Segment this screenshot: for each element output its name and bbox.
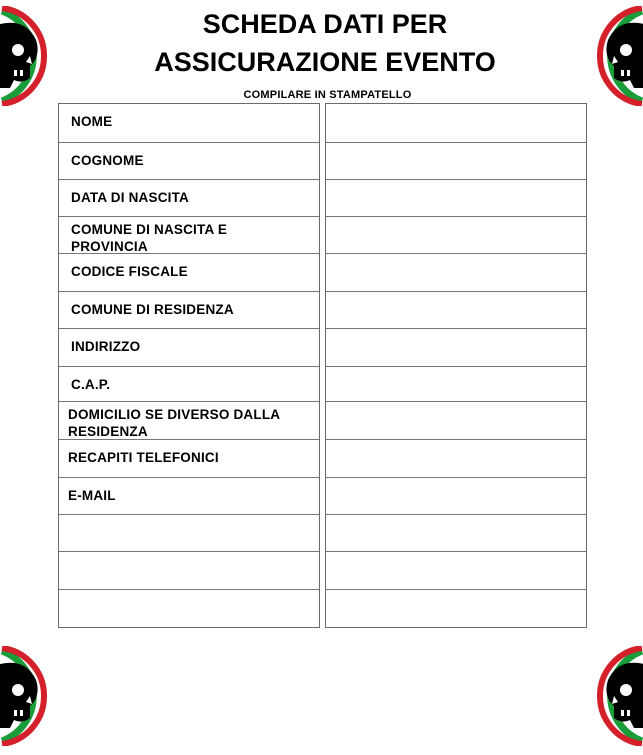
field-value-cell[interactable] [326, 401, 586, 440]
field-label-cell [59, 104, 319, 142]
field-value-cell[interactable] [326, 104, 586, 142]
field-label-line1: C.A.P. [71, 377, 111, 392]
form-title-line2: ASSICURAZIONE EVENTO [154, 47, 496, 77]
field-label [71, 152, 144, 169]
field-label-cell [59, 179, 319, 217]
skull-icon [0, 646, 55, 746]
skull-icon [589, 6, 643, 106]
field-label [71, 263, 188, 280]
field-value-cell[interactable] [326, 439, 586, 478]
skull-logo-bottom-left [0, 646, 55, 746]
field-label-line1: COGNOME [71, 153, 144, 168]
field-label [71, 113, 112, 130]
field-value-cell[interactable] [326, 328, 586, 367]
field-label-line1: COMUNE DI RESIDENZA [71, 302, 234, 317]
field-label-cell [59, 291, 319, 329]
field-label-cell [59, 514, 319, 552]
field-values-column [325, 103, 587, 628]
field-label-line1: E-MAIL [68, 488, 116, 503]
field-label-cell [59, 216, 319, 254]
field-label-cell [59, 589, 319, 630]
field-label-line1: COMUNE DI NASCITA E [71, 222, 228, 237]
form-title-line1: SCHEDA DATI PER [202, 9, 448, 39]
field-label [68, 406, 280, 440]
field-value-cell[interactable] [326, 216, 586, 254]
field-value-cell[interactable] [326, 179, 586, 217]
field-label [71, 189, 189, 206]
field-label-line2: PROVINCIA [71, 239, 148, 254]
field-label-cell [59, 142, 319, 180]
skull-logo-top-left [0, 6, 55, 106]
field-label-line1: INDIRIZZO [71, 339, 141, 354]
skull-logo-top-right [589, 6, 643, 106]
field-label-line1: NOME [71, 114, 113, 129]
field-label-line1: DOMICILIO SE DIVERSO DALLA [68, 407, 281, 422]
skull-icon [589, 646, 643, 746]
skull-icon [0, 6, 55, 106]
field-label [68, 449, 219, 466]
field-label-cell [59, 477, 319, 515]
field-value-cell[interactable] [326, 514, 586, 552]
field-label-cell [59, 401, 319, 440]
skull-logo-bottom-right [589, 646, 643, 746]
field-label [71, 376, 110, 393]
field-value-cell[interactable] [326, 142, 586, 180]
field-label-cell [59, 439, 319, 478]
field-value-cell[interactable] [326, 551, 586, 590]
form-subtitle: COMPILARE IN STAMPATELLO [243, 89, 412, 101]
field-label [71, 338, 140, 355]
field-value-cell[interactable] [326, 366, 586, 402]
field-label [71, 221, 227, 255]
field-label-cell [59, 253, 319, 292]
field-value-cell[interactable] [326, 291, 586, 329]
field-label-line2: RESIDENZA [68, 424, 148, 439]
field-value-cell[interactable] [326, 477, 586, 515]
field-value-cell[interactable] [326, 253, 586, 292]
field-label-line1: RECAPITI TELEFONICI [68, 450, 219, 465]
field-labels-column [58, 103, 320, 628]
field-label-line1: CODICE FISCALE [71, 264, 188, 279]
field-label [71, 301, 234, 318]
field-label-cell [59, 328, 319, 367]
field-value-cell[interactable] [326, 589, 586, 630]
field-label-cell [59, 551, 319, 590]
field-label [68, 487, 116, 504]
field-label-cell [59, 366, 319, 402]
field-label-line1: DATA DI NASCITA [71, 190, 189, 205]
